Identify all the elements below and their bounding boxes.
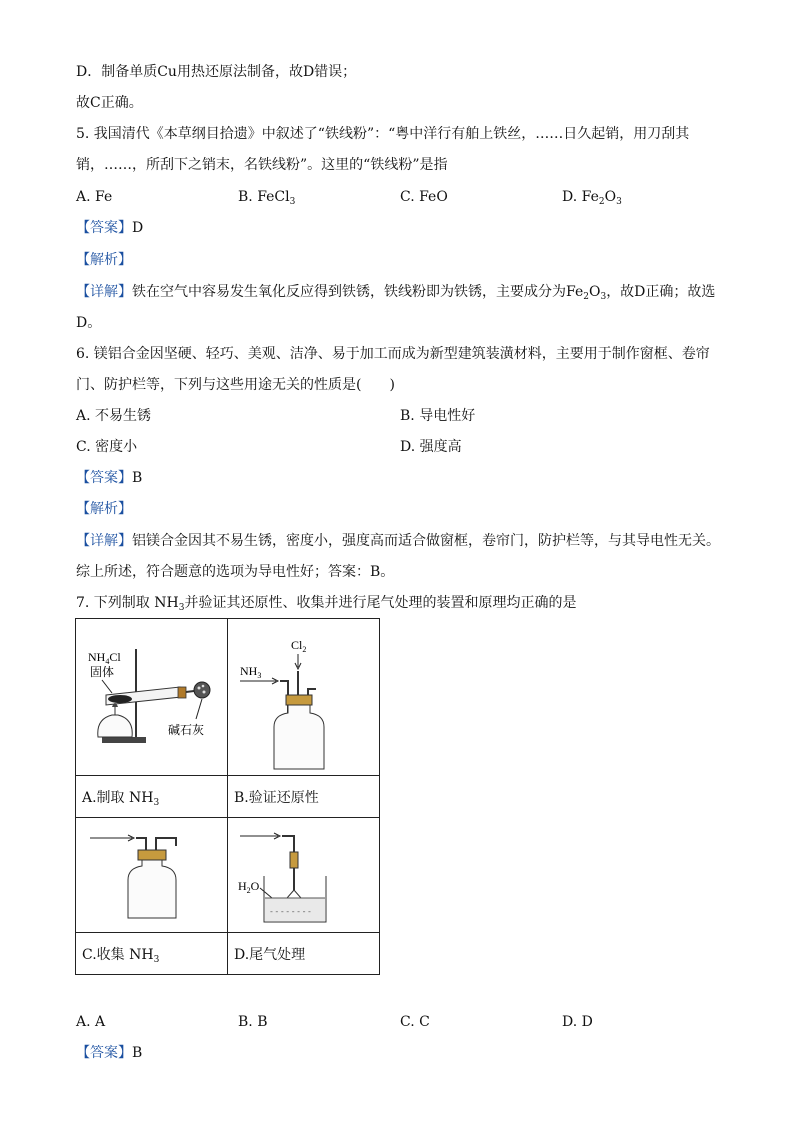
q5-option-c: C. FeO [400,189,448,205]
caption-c: C.收集 $NH_3$ [76,933,228,975]
q7-option-a: A. A [76,1014,106,1030]
q6-stem-line1: 6. 镁铝合金因坚硬、轻巧、美观、洁净、易于加工而成为新型建筑装潢材料，主要用于制作窗框、卷帘 [76,346,710,362]
caption-d: D.尾气处理 [228,933,380,975]
q7-option-d: D. D [562,1014,593,1030]
q6-answer [76,468,142,488]
figure-b-wash-bottle [228,619,379,775]
q5-option-a: A. Fe [76,189,113,205]
svg-text:碱石灰: 碱石灰 [168,723,205,737]
q6-option-d: D. 强度高 [400,439,462,455]
apparatus-table [75,618,380,975]
q6-summary: 综上所述，符合题意的选项为导电性好；答案：B。 [76,564,395,580]
prev-conclusion-text: 故C正确。 [76,95,143,111]
q5-stem-line1: 5. 我国清代《本草纲目拾遗》中叙述了“铁线粉”：“粤中洋行有舶上铁丝，……日久起销，用刀刮其 [76,126,690,142]
svg-text:H2O: $H_2O$ [238,879,260,895]
figure-d-beaker [228,818,379,932]
figure-d-cell [228,818,380,933]
q5-explanation: 【详解】铁在空气中容易发生氧化反应得到铁锈，铁线粉即为铁锈，主要成分为$Fe_2O_3$，故D正确；故选 [76,284,716,302]
explain-tag: 【详解】 [76,533,132,549]
answer-tag: 【答案】 [76,470,132,486]
svg-text:Cl2: $Cl_2$ [291,638,307,654]
svg-text:NH4Cl: $NH_4Cl$ [88,650,121,666]
figure-c-collection-bottle [76,818,227,932]
q6-option-c: C. 密度小 [76,439,138,455]
q6-option-a: A. 不易生锈 [76,408,152,424]
answer-value: B [132,470,143,486]
q7-option-c: C. C [400,1014,430,1030]
q5-answer [76,218,143,238]
answer-tag: 【答案】 [76,220,132,236]
answer-tag: 【答案】 [76,1045,132,1061]
prev-option-d-text: D．制备单质Cu用热还原法制备，故D错误； [76,64,357,80]
figure-c-cell [76,818,228,933]
q6-option-b: B. 导电性好 [400,408,476,424]
q5-analysis-tag: 【解析】 [76,252,132,268]
figure-a-heating-apparatus [76,619,227,775]
q6-stem-line2: 门、防护栏等，下列与这些用途无关的性质是( ) [76,377,395,393]
q6-analysis-tag: 【解析】 [76,501,132,517]
answer-value: D [132,220,144,236]
q5-option-b: B. FeCl$_3$ [238,189,296,207]
q6-explanation: 【详解】铝镁合金因其不易生锈，密度小，强度高而适合做窗框，卷帘门，防护栏等，与其导电性无关。 [76,533,720,549]
q5-stem-line2: 销，……，所刮下之销末，名铁线粉”。这里的“铁线粉”是指 [76,157,448,173]
q7-option-b: B. B [238,1014,268,1030]
caption-b: B.验证还原性 [228,776,380,818]
svg-text:NH3: $NH_3$ [240,664,262,680]
q7-answer [76,1043,142,1063]
svg-text:固体: 固体 [90,665,115,679]
svg-text:- - - - - - - -: - - - - - - - - [270,907,311,916]
q5-explanation-end: D。 [76,315,102,331]
figure-b-cell [228,619,380,776]
answer-value: B [132,1045,143,1061]
figure-a-cell [76,619,228,776]
explain-tag: 【详解】 [76,284,132,300]
q5-option-d: D. $Fe_2O_3$ [562,189,622,207]
q7-stem: 7. 下列制取 $NH_3$并验证其还原性、收集并进行尾气处理的装置和原理均正确的是 [76,595,577,613]
caption-a: A.制取 $NH_3$ [76,776,228,818]
